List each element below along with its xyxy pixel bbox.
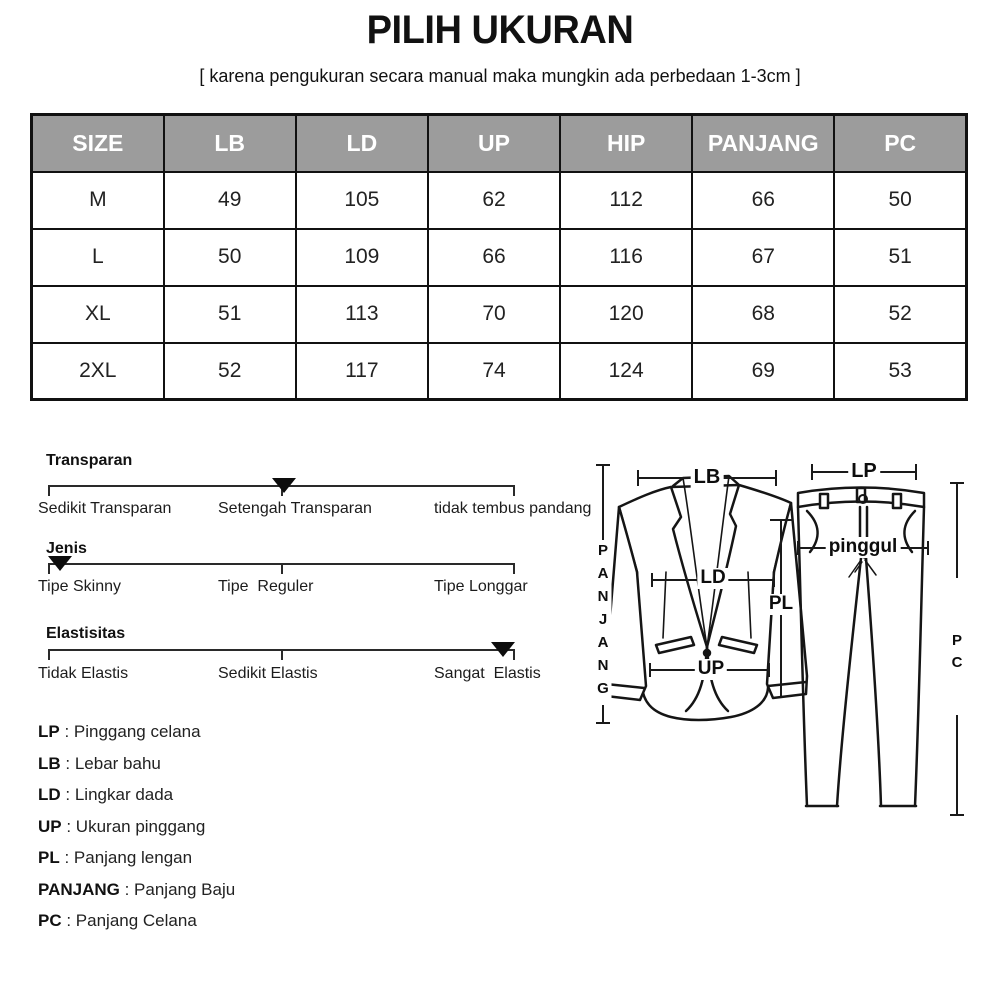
cell-value: 50	[834, 172, 966, 229]
cell-value: 66	[428, 229, 560, 286]
cell-value: 51	[834, 229, 966, 286]
cell-value: 67	[692, 229, 834, 286]
cell-size: XL	[32, 286, 164, 343]
scale-label-mid: Setengah Transparan	[218, 500, 372, 517]
cell-value: 62	[428, 172, 560, 229]
dim-label-pinggul: pinggul	[826, 537, 901, 558]
col-header-lb: LB	[164, 115, 296, 172]
scale-labels	[30, 500, 615, 520]
tick-middle	[281, 651, 283, 660]
cell-value: 120	[560, 286, 692, 343]
table-row	[32, 343, 967, 400]
col-header-pc: PC	[834, 115, 966, 172]
tick-left	[48, 651, 50, 660]
table-row	[32, 172, 967, 229]
cell-value: 124	[560, 343, 692, 400]
measurement-legend	[38, 722, 235, 943]
table-row	[32, 286, 967, 343]
cell-value: 68	[692, 286, 834, 343]
dim-label-pl: PL	[766, 594, 796, 615]
cell-value: 117	[296, 343, 428, 400]
cell-value: 69	[692, 343, 834, 400]
cell-value: 52	[834, 286, 966, 343]
page-subtitle: [ karena pengukuran secara manual maka mungkin ada perbedaan 1-3cm ]	[199, 66, 801, 86]
cell-value: 52	[164, 343, 296, 400]
dim-label-ld: LD	[697, 568, 728, 589]
legend-item: PC : Panjang Celana	[38, 911, 197, 930]
dim-label-panjang: PANJANG	[594, 542, 612, 703]
scale-track	[48, 649, 515, 651]
scale-label-low: Tipe Skinny	[38, 578, 121, 595]
scale-label-mid: Tipe Reguler	[218, 578, 314, 595]
cell-value: 105	[296, 172, 428, 229]
dim-label-lb: LB	[691, 466, 724, 488]
col-header-size: SIZE	[32, 115, 164, 172]
legend-item: LB : Lebar bahu	[38, 753, 161, 773]
cell-value: 51	[164, 286, 296, 343]
cell-size: M	[32, 172, 164, 229]
scale-label-high: tidak tembus pandang	[434, 500, 592, 517]
cell-size: 2XL	[32, 343, 164, 400]
cell-value: 116	[560, 229, 692, 286]
scale-title: Elastisitas	[46, 625, 126, 642]
col-header-ld: LD	[296, 115, 428, 172]
legend-item: LD : Lingkar dada	[38, 785, 174, 804]
scale-title: Jenis	[46, 540, 87, 557]
tick-right	[513, 487, 515, 496]
cell-value: 50	[164, 229, 296, 286]
cell-value: 113	[296, 286, 428, 343]
scale-track	[48, 485, 515, 487]
table-row	[32, 229, 967, 286]
scale-labels	[30, 665, 615, 685]
scale-transparan	[30, 452, 615, 532]
page-title: PILIH UKURAN	[366, 8, 634, 52]
scale-marker-icon	[48, 556, 72, 571]
scale-label-high: Tipe Longgar	[434, 578, 528, 595]
col-header-hip: HIP	[560, 115, 692, 172]
legend-item: LP : Pinggang celana	[38, 722, 201, 741]
tick-left	[48, 487, 50, 496]
cell-value: 70	[428, 286, 560, 343]
cell-value: 112	[560, 172, 692, 229]
cell-size: L	[32, 229, 164, 286]
garment-drawing	[580, 450, 1000, 850]
scale-labels	[30, 578, 615, 598]
legend-item: PL : Panjang lengan	[38, 848, 193, 867]
dim-label-pc: PC	[948, 632, 966, 676]
dim-label-up: UP	[695, 659, 727, 680]
cell-value: 74	[428, 343, 560, 400]
dim-label-lp: LP	[848, 460, 880, 482]
scale-jenis	[30, 540, 615, 620]
cell-value: 66	[692, 172, 834, 229]
cell-value: 109	[296, 229, 428, 286]
col-header-panjang: PANJANG	[692, 115, 834, 172]
size-table	[30, 113, 968, 401]
tick-right	[513, 565, 515, 574]
garment-diagram	[580, 450, 1000, 850]
scale-label-mid: Sedikit Elastis	[218, 665, 318, 682]
size-table-header-row	[32, 115, 967, 172]
scale-track	[48, 563, 515, 565]
cell-value: 49	[164, 172, 296, 229]
cell-value: 53	[834, 343, 966, 400]
scale-label-high: Sangat Elastis	[434, 665, 541, 682]
scale-label-low: Sedikit Transparan	[38, 500, 172, 517]
tick-middle	[281, 565, 283, 574]
legend-item: PANJANG : Panjang Baju	[38, 879, 236, 899]
col-header-up: UP	[428, 115, 560, 172]
scale-elastisitas	[30, 625, 615, 705]
scale-marker-icon	[491, 642, 515, 657]
legend-item: UP : Ukuran pinggang	[38, 816, 206, 836]
scale-title: Transparan	[46, 452, 133, 469]
scale-marker-icon	[272, 478, 296, 493]
scale-label-low: Tidak Elastis	[38, 665, 129, 682]
